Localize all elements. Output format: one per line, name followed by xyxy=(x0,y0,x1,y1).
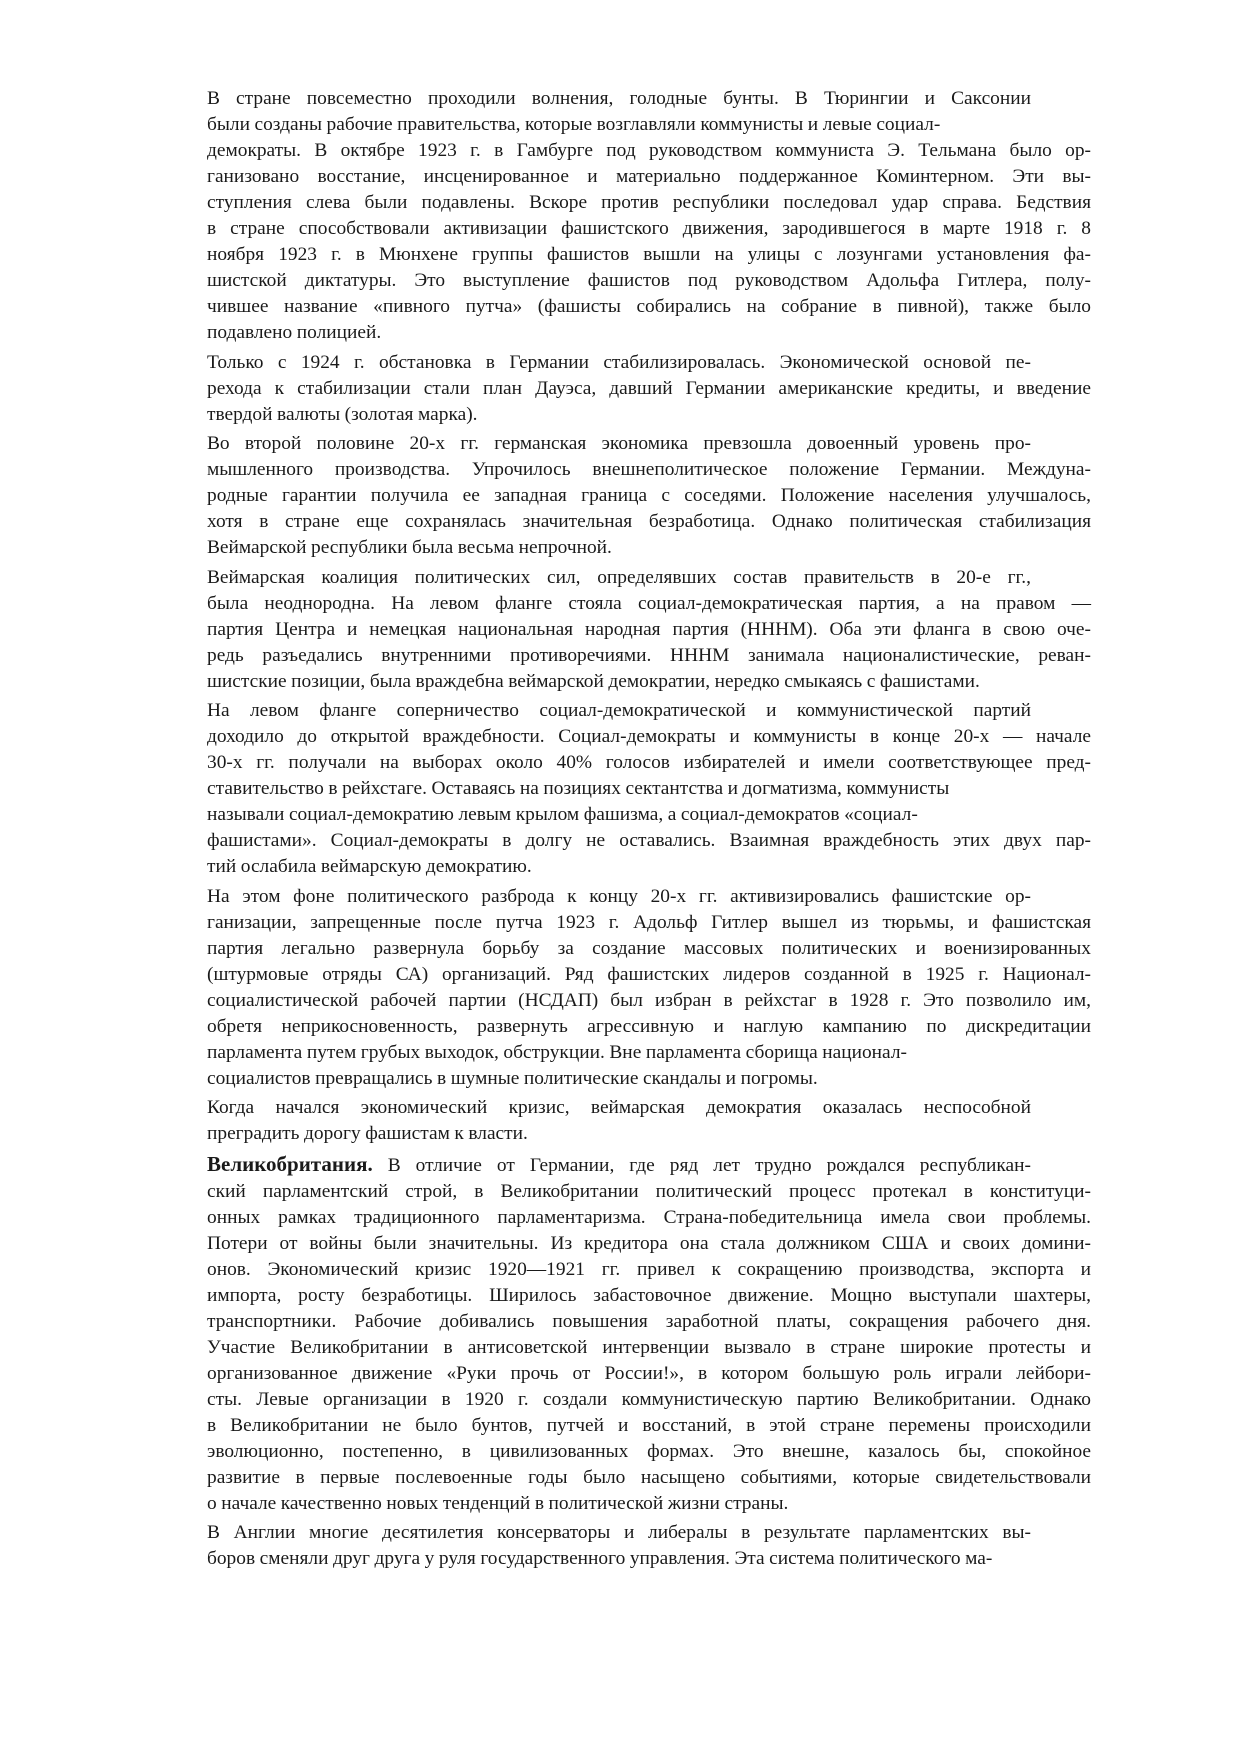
text-line: организованное движение «Руки прочь от России!», в котором большую роль играли лейбори- xyxy=(207,1362,1091,1384)
text-line: тий ослабила веймарскую демократию. xyxy=(207,856,532,877)
text-line: Веймарской республики была весьма непрочной. xyxy=(207,537,612,558)
text-line: В стране повсеместно проходили волнения, голодные бунты. В Тюрингии и Саксонии xyxy=(207,88,1031,109)
text-line: социалистов превращались в шумные политические скандалы и погромы. xyxy=(207,1067,818,1089)
text-line: парламента путем грубых выходок, обструкции. Вне парламента сборища национал- xyxy=(207,1041,907,1063)
paragraph-great-britain xyxy=(147,1151,1091,1517)
text-line: доходило до открытой враждебности. Социал-демократы и коммунисты в конце 20-х — начале xyxy=(207,726,1091,747)
paragraph-1 xyxy=(147,86,1091,346)
paragraph-4 xyxy=(147,565,1091,695)
text-line: ноября 1923 г. в Мюнхене группы фашистов вышли на улицы с лозунгами установления фа- xyxy=(207,244,1091,265)
text-line: шистские позиции, была враждебна веймарской демократии, нередко смыкаясь с фашистами. xyxy=(207,670,980,692)
text-line: редь разъедались внутренними противоречиями. НННМ занимала националистические, реван- xyxy=(207,644,1091,666)
text-line: ставительство в рейхстаге. Оставаясь на позициях сектантства и догматизма, коммунисты xyxy=(207,778,950,799)
text-line: онов. Экономический кризис 1920—1921 гг. привел к сокращению производства, экспорта и xyxy=(207,1258,1091,1280)
text-line: социалистической рабочей партии (НСДАП) был избран в рейхстаг в 1928 г. Это позволило им, xyxy=(207,989,1091,1011)
text-line: шистской диктатуры. Это выступление фашистов под руководством Адольфа Гитлера, полу- xyxy=(207,270,1091,291)
text-line: ступления слева были подавлены. Вскоре против республики последовал удар справа. Бедствия xyxy=(207,192,1091,213)
text-line: партия легально развернула борьбу за создание массовых политических и военизированных xyxy=(207,937,1091,959)
text-line: фашистами». Социал-демократы в долгу не оставались. Взаимная враждебность этих двух пар- xyxy=(207,830,1091,851)
text-line: о начале качественно новых тенденций в политической жизни страны. xyxy=(207,1492,789,1514)
text-line: партия Центра и немецкая национальная народная партия (НННМ). Оба эти фланга в свою оче- xyxy=(207,618,1091,640)
text-line: импорта, росту безработицы. Ширилось забастовочное движение. Мощно выступали шахтеры, xyxy=(207,1284,1091,1306)
text-line: была неоднородна. На левом фланге стояла социал-демократическая партия, а на правом — xyxy=(207,592,1091,614)
text-line: Веймарская коалиция политических сил, определявших состав правительств в 20-е гг., xyxy=(207,566,1031,588)
text-line: На левом фланге соперничество социал-демократической и коммунистической партий xyxy=(207,700,1031,721)
text-line: подавлено полицией. xyxy=(207,322,382,343)
document-page xyxy=(147,86,1091,1576)
text-line: в Великобритании не было бунтов, путчей и восстаний, в этой стране перемены происходили xyxy=(207,1414,1091,1436)
text-line: ский парламентский строй, в Великобритании политический процесс протекал в конституци- xyxy=(207,1180,1091,1202)
text-line: преградить дорогу фашистам к власти. xyxy=(207,1123,528,1144)
text-line: эволюционно, постепенно, в цивилизованных формах. Это внешне, казалось бы, спокойное xyxy=(207,1440,1091,1462)
text-line: Когда начался экономический кризис, веймарская демократия оказалась неспособной xyxy=(207,1097,1031,1118)
text-line: в стране способствовали активизации фашистского движения, зародившегося в марте 1918 г. 8 xyxy=(207,218,1091,239)
text-line: 30-х гг. получали на выборах около 40% голосов избирателей и имели соответствующее пред- xyxy=(207,752,1091,773)
text-line: развитие в первые послевоенные годы было насыщено событиями, которые свидетельствовали xyxy=(207,1466,1091,1488)
text-line: ганизации, запрещенные после путча 1923 г. Адольф Гитлер вышел из тюрьмы, и фашистская xyxy=(207,911,1091,933)
section-heading: Великобритания. xyxy=(207,1151,373,1176)
text-line: боров сменяли друг друга у руля государственного управления. Эта система политического ма- xyxy=(207,1548,993,1569)
text-line: сты. Левые организации в 1920 г. создали коммунистическую партию Великобритании. Однако xyxy=(207,1388,1091,1410)
paragraph-9 xyxy=(147,1520,1091,1572)
text-line: родные гарантии получила ее западная граница с соседями. Положение населения улучшалось, xyxy=(207,485,1091,506)
paragraph-2 xyxy=(147,350,1091,428)
text-line: называли социал-демократию левым крылом фашизма, а социал-демократов «социал- xyxy=(207,804,918,825)
text-line: В Англии многие десятилетия консерваторы и либералы в результате парламентских вы- xyxy=(207,1522,1031,1543)
paragraph-3 xyxy=(147,431,1091,561)
text-line: Участие Великобритании в антисоветской интервенции вызвало в стране широкие протесты и xyxy=(207,1336,1091,1358)
text-line: твердой валюты (золотая марка). xyxy=(207,403,478,425)
text-line: Потери от войны были значительны. Из кредитора она стала должником США и своих домини- xyxy=(207,1232,1091,1254)
text-line: были созданы рабочие правительства, которые возглавляли коммунисты и левые социал- xyxy=(207,114,941,135)
text-line: ганизовано восстание, инсценированное и материально поддержанное Коминтерном. Эти вы- xyxy=(207,166,1091,187)
text-line: онных рамках традиционного парламентаризма. Страна-победительница имела свои проблемы. xyxy=(207,1206,1091,1228)
paragraph-5 xyxy=(147,698,1091,880)
paragraph-7 xyxy=(147,1095,1091,1147)
paragraph-6 xyxy=(147,884,1091,1092)
text-line: Во второй половине 20-х гг. германская экономика превзошла довоенный уровень про- xyxy=(207,433,1031,454)
text-line: обретя неприкосновенность, развернуть агрессивную и наглую кампанию по дискредитации xyxy=(207,1015,1091,1037)
text-line: рехода к стабилизации стали план Дауэса, давший Германии американские кредиты, и введение xyxy=(207,377,1091,399)
text-line: (штурмовые отряды СА) организаций. Ряд фашистских лидеров созданной в 1925 г. Национал- xyxy=(207,963,1091,985)
text-run: В отличие от Германии, где ряд лет трудно рождался республикан- xyxy=(372,1154,1031,1176)
text-line: транспортники. Рабочие добивались повышения заработной платы, сокращения рабочего дня. xyxy=(207,1310,1091,1332)
text-line xyxy=(147,1151,1091,1179)
text-line: мышленного производства. Упрочилось внешнеполитическое положение Германии. Междуна- xyxy=(207,459,1091,480)
text-line: чившее название «пивного путча» (фашисты собирались на собрание в пивной), также было xyxy=(207,296,1091,317)
text-line: Только с 1924 г. обстановка в Германии стабилизировалась. Экономической основой пе- xyxy=(207,351,1031,373)
text-line: хотя в стране еще сохранялась значительная безработица. Однако политическая стабилизация xyxy=(207,511,1091,532)
text-line: демократы. В октябре 1923 г. в Гамбурге под руководством коммуниста Э. Тельмана было ор- xyxy=(207,140,1091,161)
text-line: На этом фоне политического разброда к концу 20-х гг. активизировались фашистские ор- xyxy=(207,885,1031,907)
